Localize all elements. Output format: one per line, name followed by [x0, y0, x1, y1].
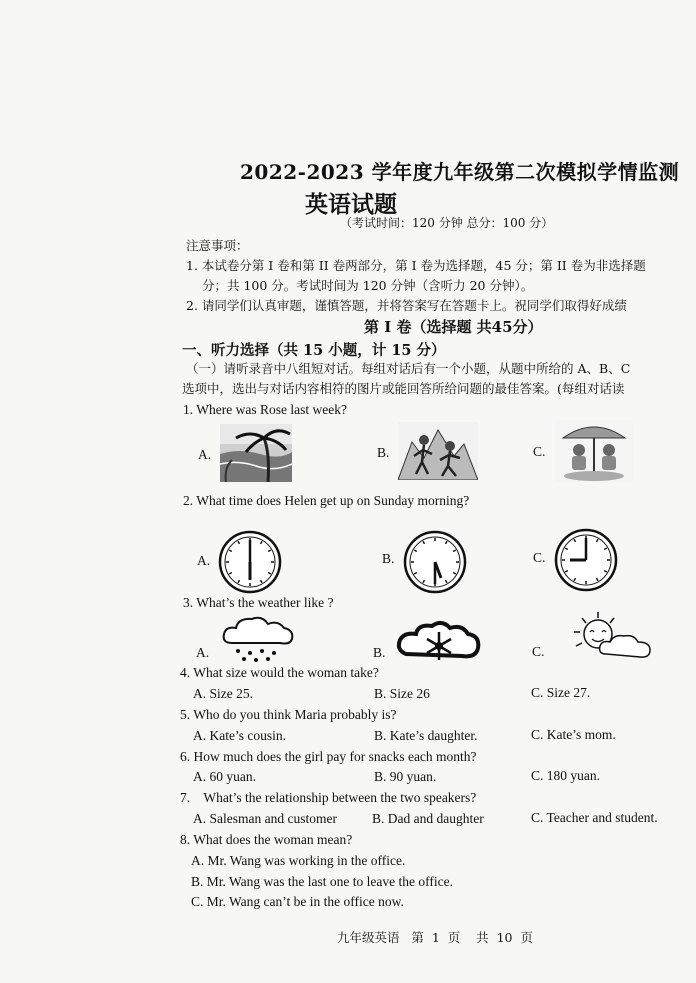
q1-option-b-label: B.: [377, 445, 390, 460]
amusement-park-picture: [555, 420, 633, 482]
q8-option-c: C. Mr. Wang can’t be in the office now.: [191, 894, 404, 909]
question-6: 6. How much does the girl pay for snacks each month?: [180, 749, 477, 764]
clock-9-00: [554, 528, 618, 592]
q1-option-c-label: C.: [533, 444, 546, 459]
snow-cloud-icon: [396, 620, 482, 666]
q5-option-b: B. Kate’s daughter.: [374, 728, 478, 743]
clock-6-30: [403, 530, 467, 594]
exam-title: 2022-2023 学年度九年级第二次模拟学情监测: [240, 160, 680, 184]
q6-option-c: C. 180 yuan.: [531, 768, 600, 783]
question-2: 2. What time does Helen get up on Sunday morning?: [183, 493, 470, 508]
q8-option-b: B. Mr. Wang was the last one to leave the office.: [191, 874, 453, 889]
question-3: 3. What’s the weather like ?: [183, 595, 334, 610]
exam-info: （考试时间：120 分钟 总分：100 分）: [340, 216, 554, 230]
q4-option-b: B. Size 26: [374, 686, 430, 701]
q3-option-b-label: B.: [373, 645, 386, 660]
beach-palm-picture: [220, 424, 292, 482]
sun-cloud-icon: [572, 610, 656, 662]
mountain-hiking-picture: [398, 422, 478, 480]
q4-option-c: C. Size 27.: [531, 685, 591, 700]
rain-cloud-icon: [220, 615, 296, 663]
notes-line-1a: 1. 本试卷分第 I 卷和第 II 卷两部分，第 I 卷为选择题，45 分；第 II 卷为非选择题: [186, 258, 646, 273]
section1-title: 一、听力选择（共 15 小题，计 15 分）: [182, 342, 446, 359]
q1-option-a-label: A.: [198, 447, 212, 462]
page-footer: 九年级英语 第 1 页 共 10 页: [337, 930, 533, 945]
part1-title: 第 I 卷（选择题 共45分）: [364, 318, 543, 336]
q6-option-a: A. 60 yuan.: [193, 769, 256, 784]
q6-option-b: B. 90 yuan.: [374, 769, 437, 784]
notes-heading: 注意事项：: [186, 238, 249, 253]
q3-option-c-label: C.: [532, 644, 545, 659]
q8-option-a: A. Mr. Wang was working in the office.: [191, 853, 406, 868]
question-7: 7. What’s the relationship between the two speakers?: [180, 790, 477, 805]
clock-6-00: [218, 530, 282, 594]
q7-option-b: B. Dad and daughter: [372, 811, 484, 826]
question-1: 1. Where was Rose last week?: [183, 402, 347, 417]
question-4: 4. What size would the woman take?: [180, 665, 379, 680]
q2-option-a-label: A.: [197, 553, 211, 568]
q2-option-b-label: B.: [382, 551, 395, 566]
notes-line-2: 2. 请同学们认真审题，谨慎答题，并将答案写在答题卡上。祝同学们取得好成绩: [186, 298, 627, 313]
question-8: 8. What does the woman mean?: [180, 832, 353, 847]
q2-option-c-label: C.: [533, 550, 546, 565]
section1-instruction-a: （一）请听录音中八组短对话。每组对话后有一个小题，从题中所给的 A、B、C: [186, 361, 631, 376]
q3-option-a-label: A.: [196, 645, 210, 660]
q7-option-a: A. Salesman and customer: [193, 811, 337, 826]
section1-instruction-b: 选项中，选出与对话内容相符的图片或能回答所给问题的最佳答案。(每组对话读: [182, 381, 625, 396]
q7-option-c: C. Teacher and student.: [531, 810, 658, 825]
notes-line-1b: 分；共 100 分。考试时间为 120 分钟（含听力 20 分钟）。: [202, 278, 534, 293]
q5-option-c: C. Kate’s mom.: [531, 727, 616, 742]
question-5: 5. Who do you think Maria probably is?: [180, 707, 397, 722]
exam-subtitle: 英语试题: [305, 191, 397, 218]
q4-option-a: A. Size 25.: [193, 686, 253, 701]
q5-option-a: A. Kate’s cousin.: [193, 728, 286, 743]
